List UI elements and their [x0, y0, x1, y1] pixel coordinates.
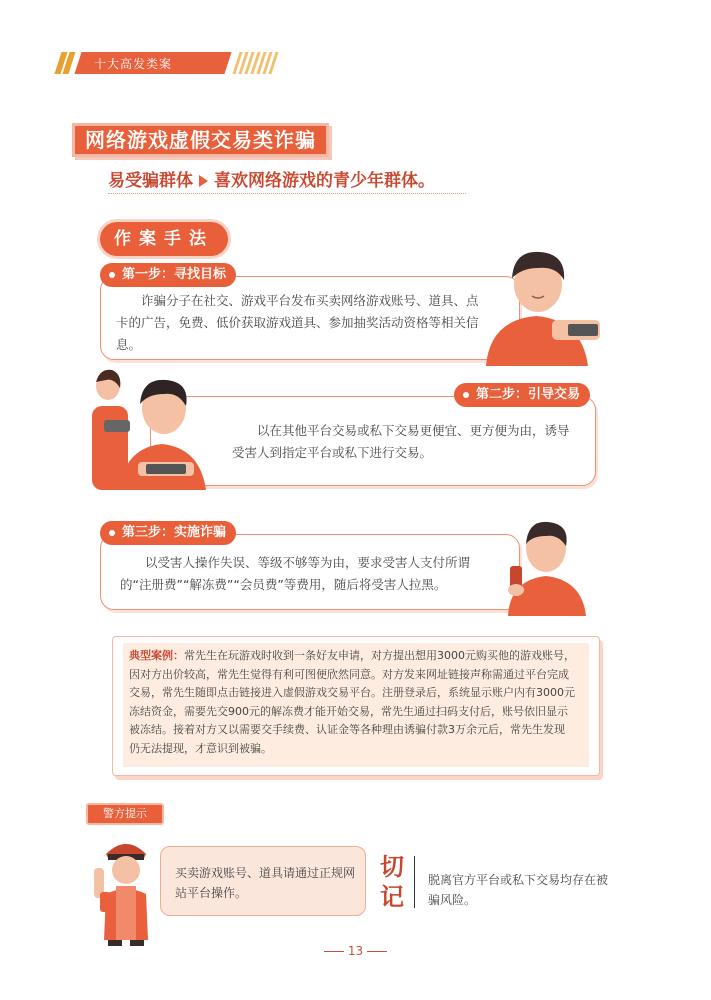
- step-3-text: 以受害人操作失误、等级不够等为由，要求受害人支付所谓的“注册费”“解冻费”“会员费”等费用，随后将受害人拉黑。: [120, 555, 471, 592]
- step-2-label: 第二步：引导交易: [454, 383, 590, 407]
- step-1-text: 诈骗分子在社交、游戏平台发布买卖网络游戏账号、道具、点卡的广告，免费、低价获取游戏道具、参加抽奖活动资格等相关信息。: [116, 293, 479, 352]
- case-text: [129, 647, 575, 758]
- target-label: 易受骗群体: [108, 171, 193, 191]
- methods-heading-text: 作案手法: [114, 229, 214, 249]
- page-number: [0, 944, 711, 958]
- typical-case-box: [112, 636, 600, 776]
- step-3-label: 第三步：实施诈骗: [100, 521, 236, 545]
- dotted-divider: [108, 193, 466, 194]
- step-1-label: 第一步：寻找目标: [100, 263, 236, 287]
- methods-heading: [100, 222, 228, 256]
- tip-bubble: [160, 846, 366, 916]
- boy-holding-phone-illustration: [500, 514, 590, 616]
- case-label: 典型案例：: [129, 649, 184, 662]
- section-title-text: 网络游戏虚假交易类诈骗: [85, 128, 316, 152]
- target-group: [108, 166, 435, 191]
- two-teens-illustration: [84, 366, 234, 490]
- target-value: 喜欢网络游戏的青少年群体。: [214, 171, 435, 191]
- chapter-banner: [56, 52, 278, 74]
- boy-phone-illustration: [476, 236, 606, 366]
- section-title: [72, 123, 329, 157]
- tip-bubble-text: 买卖游戏账号、道具请通过正规网站平台操作。: [175, 866, 356, 900]
- page-number-text: 13: [347, 944, 364, 958]
- case-body: 常先生在玩游戏时收到一条好友申请，对方提出想用3000元购买他的游戏账号，因对方出价较高，常先生觉得有利可图便欣然同意。对方发来网址链接声称需通过平台完成交易，常先生随即点击链接进入虚假游戏交易平台。注册登录后，系统显示账户内有3000元冻结资金，需要先交900元的解冻费才能开始交易，常先生通过扫码支付后，账号依旧显示被冻结。接着对方又以需要交手续费、认证金等各种理由诱骗付款3万余元后，常先生发现仍无法提现，才意识到被骗。: [129, 649, 575, 755]
- police-tip-tag-text: 警方提示: [103, 807, 147, 820]
- step-2-text: 以在其他平台交易或私下交易更便宜、更方便为由，诱导受害人到指定平台或私下进行交易。: [232, 423, 570, 460]
- emphasis-text: 切记: [380, 852, 404, 911]
- chapter-title: 十大高发类案: [94, 57, 173, 71]
- triangle-arrow-icon: [199, 175, 208, 187]
- police-tip-tag: [86, 803, 164, 825]
- warning-text: 脱离官方平台或私下交易均存在被骗风险。: [428, 873, 609, 907]
- police-officer-illustration: [86, 828, 166, 948]
- vertical-divider: [414, 856, 415, 908]
